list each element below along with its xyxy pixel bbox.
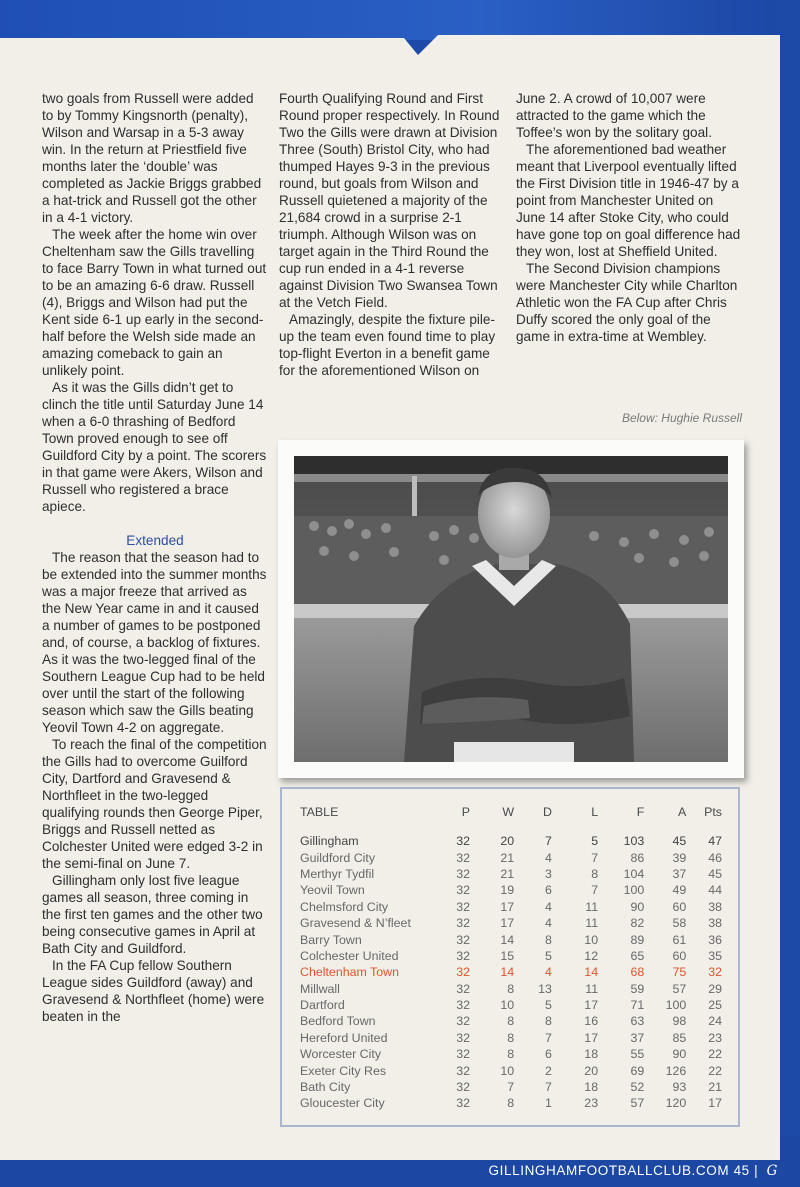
stat-cell: 6 xyxy=(545,1047,552,1062)
stat-cell: 59 xyxy=(630,981,645,996)
stat-cell: 4 xyxy=(545,850,552,865)
stat-cell: 18 xyxy=(584,1047,599,1062)
paragraph: As it was the Gills didn’t get to clinch the title until Saturday June 14 when a 6-0 thrashing of Bedford Town proved enough to see off Guildford City by a point. The scorers in that game were Akers, Wilson and Russell who registered a brace apiece. xyxy=(42,380,267,514)
stat-cell: 100 xyxy=(623,883,645,898)
stat-cell: 4 xyxy=(545,899,552,914)
stat-cell: 103 xyxy=(623,834,645,849)
stat-cell: 126 xyxy=(665,1063,687,1078)
paragraph: two goals from Russell were added to by Tommy Kingsnorth (penalty), Wilson and Warsap in a 5-3 away win. In the return at Priestfield five months later the ‘double’ was completed as Jackie Briggs grabbed a hat-trick and Russell got the other in a 4-1 victory. xyxy=(42,91,262,225)
stat-cell: 7 xyxy=(545,834,552,849)
stat-cell: 32 xyxy=(456,850,471,865)
stat-cell: 5 xyxy=(545,998,552,1013)
article-column-3 xyxy=(516,90,744,345)
stat-cell: 7 xyxy=(545,1030,552,1045)
team-name-cell: Gillingham xyxy=(300,834,359,849)
stat-cell: 8 xyxy=(507,1014,515,1029)
header-drawn: D xyxy=(542,805,552,819)
stat-cell: 8 xyxy=(507,1096,515,1111)
stat-cell: 57 xyxy=(630,1096,645,1111)
team-name-cell: Gravesend & N’fleet xyxy=(300,916,411,931)
stat-cell: 11 xyxy=(585,981,599,996)
stat-cell: 32 xyxy=(456,834,471,849)
header-lost: L xyxy=(591,805,599,819)
footer-divider: | xyxy=(754,1163,759,1178)
paragraph: In the FA Cup fellow Southern League sides Guildford (away) and Gravesend & Northfleet (home) were beaten in the xyxy=(42,958,265,1024)
stat-cell: 69 xyxy=(630,1063,645,1078)
stat-cell: 5 xyxy=(545,948,552,963)
header-played: P xyxy=(461,805,471,819)
stat-cell: 2 xyxy=(545,1063,552,1078)
stat-cell: 32 xyxy=(456,866,471,881)
stat-cell: 49 xyxy=(672,883,687,898)
stat-cell: 35 xyxy=(708,948,722,963)
league-table xyxy=(300,803,722,1112)
stat-cell: 55 xyxy=(630,1047,645,1062)
stat-cell: 100 xyxy=(665,998,687,1013)
paragraph: Amazingly, despite the fixture pile-up the team even found time to play top-flight Everton in a benefit game for the aforementioned Wilson on xyxy=(279,312,496,378)
stat-cell: 8 xyxy=(545,1014,552,1029)
stat-cell: 32 xyxy=(456,1030,471,1045)
stat-cell: 32 xyxy=(456,1047,471,1062)
stat-cell: 6 xyxy=(545,883,552,898)
table-row xyxy=(300,931,722,947)
stat-cell: 32 xyxy=(456,965,471,980)
stat-cell: 14 xyxy=(500,932,515,947)
paragraph: Gillingham only lost five league games all season, three coming in the first ten games and the other two being consecutive games in April at Bath City and Guildford. xyxy=(42,873,263,956)
stat-cell: 32 xyxy=(456,998,471,1013)
stat-cell: 36 xyxy=(708,932,722,947)
stat-cell: 13 xyxy=(538,981,552,996)
stat-cell: 17 xyxy=(584,1030,599,1045)
table-row xyxy=(300,1013,722,1029)
team-name-cell: Colchester United xyxy=(300,948,399,963)
team-name-cell: Yeovil Town xyxy=(300,883,365,898)
stat-cell: 22 xyxy=(708,1047,722,1062)
table-row xyxy=(300,948,722,964)
table-row xyxy=(300,849,722,865)
table-row xyxy=(300,981,722,997)
stat-cell: 90 xyxy=(672,1047,687,1062)
league-table-box xyxy=(280,787,740,1127)
stat-cell: 58 xyxy=(672,916,687,931)
stat-cell: 82 xyxy=(630,916,645,931)
stat-cell: 45 xyxy=(708,866,722,881)
stat-cell: 44 xyxy=(708,883,722,898)
stat-cell: 20 xyxy=(584,1063,599,1078)
stat-cell: 104 xyxy=(623,866,645,881)
stat-cell: 65 xyxy=(630,948,645,963)
stat-cell: 98 xyxy=(672,1014,687,1029)
table-row xyxy=(300,997,722,1013)
stat-cell: 86 xyxy=(630,850,645,865)
stat-cell: 32 xyxy=(456,883,471,898)
stat-cell: 32 xyxy=(456,1080,471,1095)
stat-cell: 120 xyxy=(665,1096,687,1111)
stat-cell: 52 xyxy=(630,1080,645,1095)
header-points: Pts xyxy=(704,805,722,819)
stat-cell: 93 xyxy=(672,1080,687,1095)
paragraph: The Second Division champions were Manchester City while Charlton Athletic won the FA Cup after Chris Duffy scored the only goal of the game in extra-time at Wembley. xyxy=(516,261,738,344)
stat-cell: 7 xyxy=(545,1080,552,1095)
stat-cell: 12 xyxy=(584,948,599,963)
photo-caption: Below: Hughie Russell xyxy=(621,411,742,425)
stat-cell: 61 xyxy=(672,932,687,947)
stat-cell: 75 xyxy=(672,965,687,980)
page-footer xyxy=(489,1163,778,1179)
league-table-body xyxy=(300,821,722,1112)
stat-cell: 14 xyxy=(584,965,599,980)
stat-cell: 14 xyxy=(500,965,515,980)
team-name-cell: Guildford City xyxy=(300,850,376,865)
header-against: A xyxy=(678,805,687,819)
photo-frame xyxy=(278,440,744,778)
stat-cell: 32 xyxy=(456,981,471,996)
stat-cell: 46 xyxy=(708,850,722,865)
team-name-cell: Worcester City xyxy=(300,1047,382,1062)
stat-cell: 10 xyxy=(500,998,515,1013)
stat-cell: 47 xyxy=(708,834,722,849)
stat-cell: 29 xyxy=(708,981,722,996)
stat-cell: 15 xyxy=(500,948,515,963)
stat-cell: 60 xyxy=(672,899,687,914)
paragraph: June 2. A crowd of 10,007 were attracted to the game which the Toffee’s won by the solitary goal. xyxy=(516,91,712,140)
stat-cell: 19 xyxy=(500,883,515,898)
stat-cell: 25 xyxy=(708,998,722,1013)
article-column-2 xyxy=(279,90,505,379)
paragraph: The aforementioned bad weather meant that Liverpool eventually lifted the First Division title in 1946-47 by a point from Manchester United on June 14 after Stoke City, who could have gone top on goal difference had they won, lost at Sheffield United. xyxy=(516,142,741,259)
team-name-cell: Millwall xyxy=(300,981,340,996)
stat-cell: 85 xyxy=(672,1030,687,1045)
stat-cell: 16 xyxy=(584,1014,599,1029)
stat-cell: 21 xyxy=(708,1080,722,1095)
stat-cell: 17 xyxy=(708,1096,722,1111)
table-row xyxy=(300,899,722,915)
table-header-row xyxy=(300,803,722,821)
article-column-1 xyxy=(42,90,268,1025)
stat-cell: 60 xyxy=(672,948,687,963)
stat-cell: 20 xyxy=(500,834,515,849)
table-row xyxy=(300,1095,722,1111)
stat-cell: 17 xyxy=(584,998,599,1013)
table-row xyxy=(300,964,722,980)
stat-cell: 7 xyxy=(591,883,599,898)
stat-cell: 37 xyxy=(630,1030,645,1045)
stat-cell: 5 xyxy=(591,834,599,849)
stat-cell: 32 xyxy=(456,1014,471,1029)
team-name-cell: Barry Town xyxy=(300,932,362,947)
stat-cell: 71 xyxy=(630,998,645,1013)
paragraph: To reach the final of the competition the Gills had to overcome Guilford City, Dartford and Gravesend & Northfleet in the two-legged qualifying rounds then George Piper, Briggs and Russell netted as Colchester United were edged 3-2 in the semi-final on June 7. xyxy=(42,737,267,871)
stat-cell: 4 xyxy=(545,965,552,980)
paragraph: The reason that the season had to be extended into the summer months was a major freeze that arrived as the New Year came in and it caused a number of games to be postponed and, of course, a backlog of fixtures. As it was the two-legged final of the Southern League Cup had to be held over until the start of the following season which saw the Gills beating Yeovil Town 4-2 on aggregate. xyxy=(42,550,267,735)
stat-cell: 23 xyxy=(708,1030,722,1045)
stat-cell: 68 xyxy=(630,965,645,980)
footer-site: GILLINGHAMFOOTBALLCLUB.COM xyxy=(488,1163,730,1178)
header-won: W xyxy=(502,805,515,819)
table-row xyxy=(300,1062,722,1078)
stat-cell: 11 xyxy=(585,916,599,931)
team-name-cell: Gloucester City xyxy=(300,1096,385,1111)
stat-cell: 4 xyxy=(545,916,552,931)
stat-cell: 32 xyxy=(456,948,471,963)
stat-cell: 32 xyxy=(708,965,722,980)
stat-cell: 17 xyxy=(500,899,515,914)
stat-cell: 90 xyxy=(630,899,645,914)
table-row xyxy=(300,1079,722,1095)
table-row xyxy=(300,1030,722,1046)
stat-cell: 57 xyxy=(672,981,687,996)
team-name-cell: Dartford xyxy=(300,998,345,1013)
club-mark-icon: G xyxy=(766,1163,778,1179)
stat-cell: 38 xyxy=(708,916,722,931)
stat-cell: 23 xyxy=(584,1096,599,1111)
footer-page-number: 45 xyxy=(733,1163,750,1178)
top-blue-band xyxy=(0,0,800,40)
team-name-cell: Chelmsford City xyxy=(300,899,389,914)
table-row xyxy=(300,882,722,898)
stat-cell: 8 xyxy=(591,866,599,881)
header-table: TABLE xyxy=(300,805,339,819)
stat-cell: 63 xyxy=(630,1014,645,1029)
table-row xyxy=(300,915,722,931)
stat-cell: 18 xyxy=(584,1080,599,1095)
stat-cell: 24 xyxy=(708,1014,722,1029)
stat-cell: 39 xyxy=(672,850,687,865)
subheading-extended: Extended xyxy=(126,533,184,548)
stat-cell: 8 xyxy=(545,932,552,947)
stat-cell: 32 xyxy=(456,916,471,931)
paragraph: Fourth Qualifying Round and First Round proper respectively. In Round Two the Gills were drawn at Division Three (South) Bristol City, who had thumped Hayes 9-3 in the previous round, but goals from Wilson and Russell quietened a majority of the 21,684 crowd in a surprise 2-1 triumph. Although Wilson was on target again in the Third Round the cup run ended in a 4-1 reverse against Division Two Swansea Town at the Vetch Field. xyxy=(279,91,500,310)
stat-cell: 11 xyxy=(585,899,599,914)
table-row xyxy=(300,866,722,882)
stat-cell: 45 xyxy=(672,834,687,849)
stat-cell: 3 xyxy=(545,866,552,881)
team-name-cell: Cheltenham Town xyxy=(300,965,399,980)
stat-cell: 8 xyxy=(507,1047,515,1062)
stat-cell: 7 xyxy=(591,850,599,865)
stat-cell: 38 xyxy=(708,899,722,914)
team-name-cell: Bedford Town xyxy=(300,1014,376,1029)
stat-cell: 1 xyxy=(545,1096,552,1111)
table-row xyxy=(300,833,722,849)
stat-cell: 21 xyxy=(500,850,515,865)
header-for: F xyxy=(636,805,645,819)
stat-cell: 22 xyxy=(708,1063,722,1078)
stat-cell: 10 xyxy=(500,1063,515,1078)
stat-cell: 89 xyxy=(630,932,645,947)
stat-cell: 8 xyxy=(507,1030,515,1045)
stat-cell: 17 xyxy=(500,916,515,931)
stat-cell: 32 xyxy=(456,1096,471,1111)
paragraph: The week after the home win over Cheltenham saw the Gills travelling to face Barry Town in what turned out to be an amazing 6-6 draw. Russell (4), Briggs and Wilson had put the Kent side 6-1 up early in the second-half before the Welsh side made an amazing comeback to gain an unlikely point. xyxy=(42,227,267,378)
stat-cell: 37 xyxy=(672,866,687,881)
team-name-cell: Merthyr Tydfil xyxy=(300,866,375,881)
stat-cell: 21 xyxy=(500,866,515,881)
table-row xyxy=(300,1046,722,1062)
stat-cell: 32 xyxy=(456,899,471,914)
stat-cell: 10 xyxy=(584,932,599,947)
team-name-cell: Bath City xyxy=(300,1080,351,1095)
player-photo xyxy=(294,456,728,762)
team-name-cell: Hereford United xyxy=(300,1030,388,1045)
team-name-cell: Exeter City Res xyxy=(300,1063,387,1078)
stat-cell: 32 xyxy=(456,932,471,947)
stat-cell: 8 xyxy=(507,981,515,996)
stat-cell: 32 xyxy=(456,1063,471,1078)
stat-cell: 7 xyxy=(507,1080,515,1095)
